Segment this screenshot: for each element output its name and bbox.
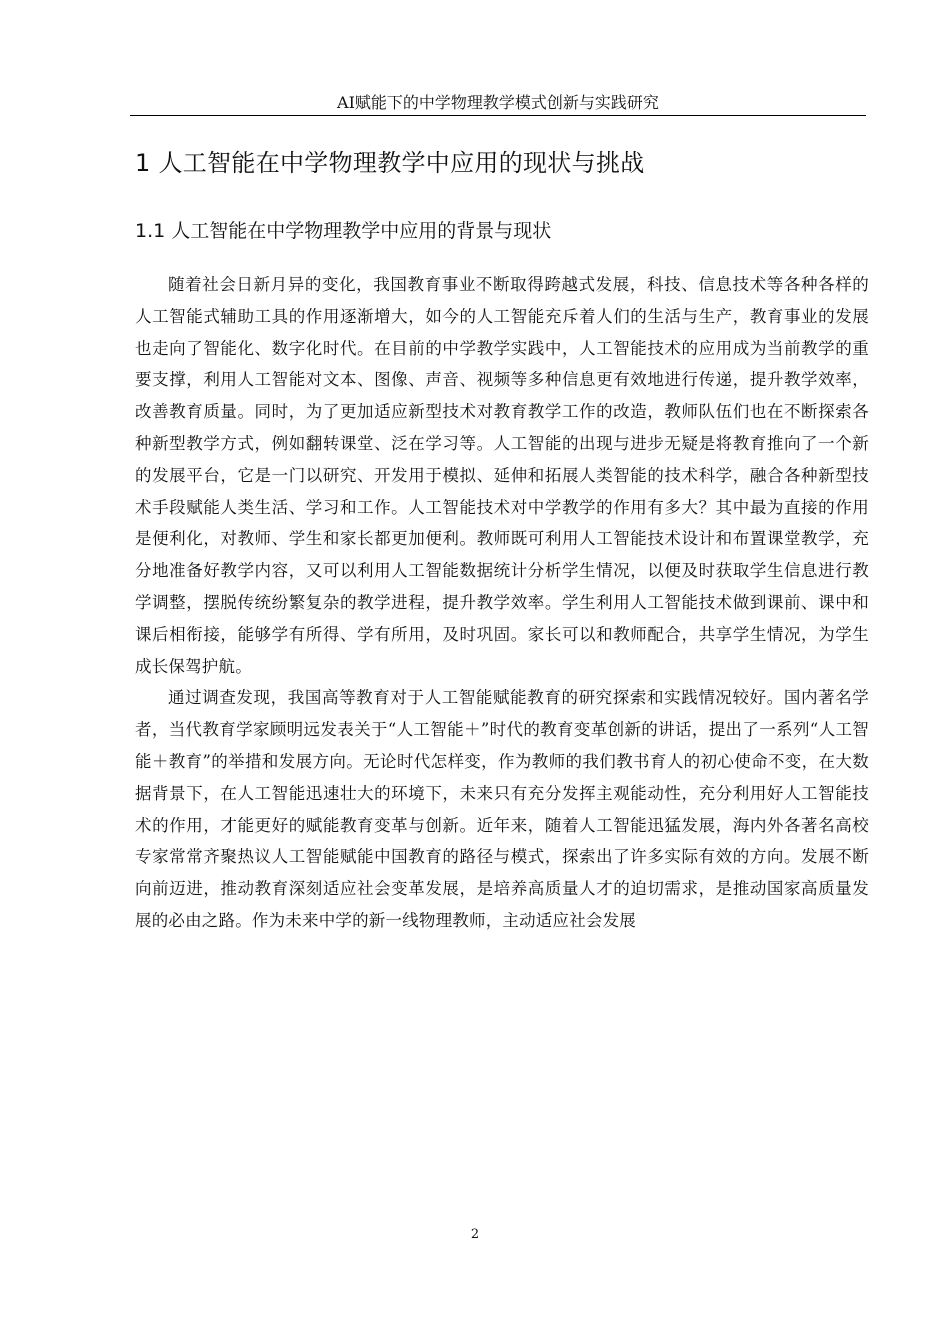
- paragraph-2: 通过调查发现，我国高等教育对于人工智能赋能教育的研究探索和实践情况较好。国内著名学者，当代教育学家顾明远发表关于“人工智能＋”时代的教育变革创新的讲话，提出了一系列“人工智能＋教育”的举措和发展方向。无论时代怎样变，作为教师的我们教书育人的初心使命不变，在大数据背景下，在人工智能迅速壮大的环境下，未来只有充分发挥主观能动性，充分利用好人工智能技术的作用，才能更好的赋能教育变革与创新。近年来，随着人工智能迅猛发展，海内外各著名高校专家常常齐聚热议人工智能赋能中国教育的路径与模式，探索出了许多实际有效的方向。发展不断向前迈进，推动教育深刻适应社会变革发展，是培养高质量人才的迫切需求，是推动国家高质量发展的必由之路。作为未来中学的新一线物理教师，主动适应社会发展: [135, 688, 869, 930]
- running-header: [130, 90, 866, 116]
- running-header-title: AI赋能下的中学物理教学模式创新与实践研究: [337, 93, 659, 112]
- section-heading: 1 人工智能在中学物理教学中应用的现状与挑战: [135, 149, 645, 177]
- subsection-heading: 1.1 人工智能在中学物理教学中应用的背景与现状: [135, 220, 552, 242]
- page-number: 2: [470, 1227, 480, 1242]
- body-text: [135, 269, 869, 937]
- paragraph-1: 随着社会日新月异的变化，我国教育事业不断取得跨越式发展，科技、信息技术等各种各样的人工智能式辅助工具的作用逐渐增大，如今的人工智能充斥着人们的生活与生产，教育事业的发展也走向了智能化、数字化时代。在目前的中学教学实践中，人工智能技术的应用成为当前教学的重要支撑，利用人工智能对文本、图像、声音、视频等多种信息更有效地进行传递，提升教学效率，改善教育质量。同时，为了更加适应新型技术对教育教学工作的改造，教师队伍们也在不断探索各种新型教学方式，例如翻转课堂、泛在学习等。人工智能的出现与进步无疑是将教育推向了一个新的发展平台，它是一门以研究、开发用于模拟、延伸和拓展人类智能的技术科学，融合各种新型技术手段赋能人类生活、学习和工作。人工智能技术对中学教学的作用有多大？其中最为直接的作用是便利化，对教师、学生和家长都更加便利。教师既可利用人工智能技术设计和布置课堂教学，充分地准备好教学内容，又可以利用人工智能数据统计分析学生情况，以便及时获取学生信息进行教学调整，摆脱传统纷繁复杂的教学进程，提升教学效率。学生利用人工智能技术做到课前、课中和课后相衔接，能够学有所得、学有所用，及时巩固。家长可以和教师配合，共享学生情况，为学生成长保驾护航。: [135, 275, 869, 676]
